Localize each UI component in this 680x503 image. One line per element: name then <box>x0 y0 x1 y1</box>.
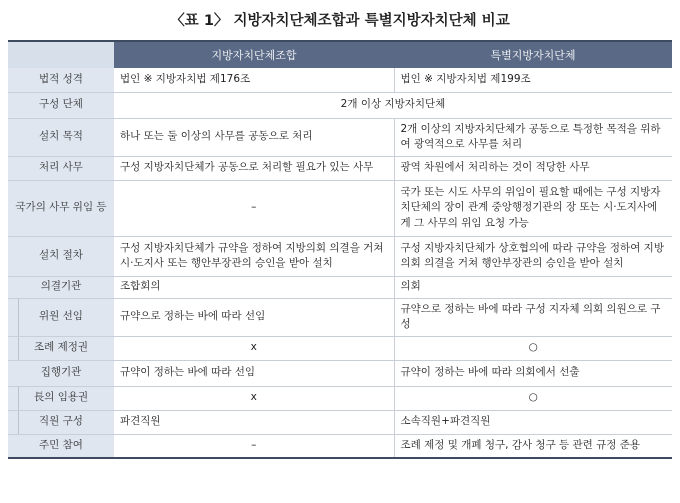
row-sublabel: 조례 제정권 <box>8 336 114 360</box>
special-cell: 2개 이상의 지방자치단체가 공동으로 특정한 목적을 위하여 광역적으로 사무를 처리 <box>394 118 672 156</box>
association-cell: 규약이 정하는 바에 따라 선임 <box>114 360 394 386</box>
special-cell: 규약으로 정하는 바에 따라 구성 지자체 의회 의원으로 구성 <box>394 298 672 336</box>
table-row <box>8 276 672 298</box>
row-label: 집행기관 <box>8 360 114 386</box>
table-row <box>8 180 672 236</box>
association-cell: 하나 또는 둘 이상의 사무를 공동으로 처리 <box>114 118 394 156</box>
special-cell: 의회 <box>394 276 672 298</box>
table-row <box>8 336 672 360</box>
special-cell: 국가 또는 시도 사무의 위임이 필요할 때에는 구성 지방자치단체의 장이 관계 중앙행정기관의 장 또는 시·도지사에게 그 사무의 위임 요청 가능 <box>394 180 672 236</box>
table-row <box>8 360 672 386</box>
row-label: 국가의 사무 위임 등 <box>8 180 114 236</box>
association-cell: 파견직원 <box>114 410 394 434</box>
association-cell: 구성 지방자치단체가 공동으로 처리할 필요가 있는 사무 <box>114 156 394 180</box>
row-sublabel: 長의 임용권 <box>8 386 114 410</box>
row-sublabel: 직원 구성 <box>8 410 114 434</box>
row-label: 설치 목적 <box>8 118 114 156</box>
special-cell: 규약이 정하는 바에 따라 의회에서 선출 <box>394 360 672 386</box>
header-corner <box>8 41 114 68</box>
special-cell: 소속직원+파견직원 <box>394 410 672 434</box>
table-row <box>8 410 672 434</box>
header-association: 지방자치단체조합 <box>114 41 394 68</box>
special-cell: 조례 제정 및 개폐 청구, 감사 청구 등 관련 규정 준용 <box>394 434 672 458</box>
table-row <box>8 298 672 336</box>
row-label: 주민 참여 <box>8 434 114 458</box>
row-sublabel: 위원 선임 <box>8 298 114 336</box>
row-label: 구성 단체 <box>8 92 114 118</box>
special-cell: ○ <box>394 386 672 410</box>
table-row <box>8 236 672 276</box>
header-special-local: 특별지방자치단체 <box>394 41 672 68</box>
table-row <box>8 386 672 410</box>
header-row <box>8 41 672 68</box>
special-cell: ○ <box>394 336 672 360</box>
row-label: 의결기관 <box>8 276 114 298</box>
comparison-table <box>8 40 672 459</box>
association-cell: 법인 ※ 지방자치법 제176조 <box>114 68 394 92</box>
row-label: 설치 절차 <box>8 236 114 276</box>
association-cell: x <box>114 386 394 410</box>
table-row <box>8 92 672 118</box>
association-cell: 구성 지방자치단체가 규약을 정하여 지방의회 의결을 거쳐 시·도지사 또는 행안부장관의 승인을 받아 설치 <box>114 236 394 276</box>
association-cell: – <box>114 434 394 458</box>
association-cell: 규약으로 정하는 바에 따라 선임 <box>114 298 394 336</box>
table-row <box>8 118 672 156</box>
table-row <box>8 68 672 92</box>
association-cell: x <box>114 336 394 360</box>
special-cell: 광역 차원에서 처리하는 것이 적당한 사무 <box>394 156 672 180</box>
row-label: 법적 성격 <box>8 68 114 92</box>
special-cell: 법인 ※ 지방자치법 제199조 <box>394 68 672 92</box>
special-cell: 구성 지방자치단체가 상호협의에 따라 규약을 정하여 지방의회 의결을 거쳐 행안부장관의 승인을 받아 설치 <box>394 236 672 276</box>
table-row <box>8 434 672 458</box>
table-title: 〈표 1〉 지방자치단체조합과 특별지방자치단체 비교 <box>170 13 510 29</box>
table-row <box>8 156 672 180</box>
association-cell: 조합회의 <box>114 276 394 298</box>
association-cell: – <box>114 180 394 236</box>
merged-cell: 2개 이상 지방자치단체 <box>114 92 672 118</box>
row-label: 처리 사무 <box>8 156 114 180</box>
